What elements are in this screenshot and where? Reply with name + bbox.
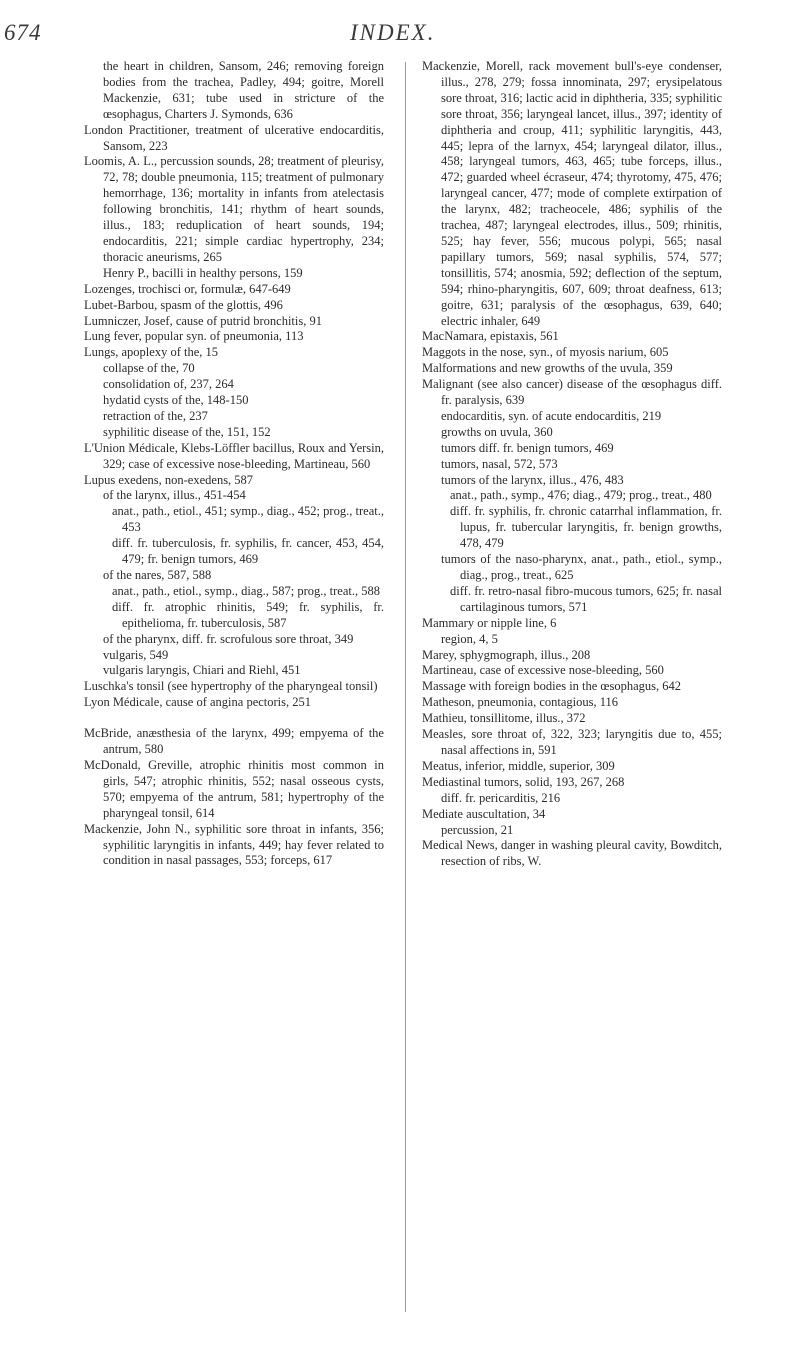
index-entry: Mackenzie, John N., syphilitic sore throat in infants, 356; syphilitic laryngitis in infants, 449; hay fever related to condition in nasal passages, 553; forceps, 617: [84, 821, 384, 868]
index-entry: Luschka's tonsil (see hypertrophy of the pharyngeal tonsil): [84, 679, 378, 694]
index-entry: Mackenzie, Morell, rack movement bull's-eye condenser, illus., 278, 279; fossa innominata, 297; erysipelatous sore throat, 316; lactic acid in diphtheria, 335; syphilitic sore throat, 356; laryngeal lancet, illus., 397; identity of diphtheria and croup, 411; syphilitic laryngitis, 443, 445; lepra of the larnyx, 454; laryngeal dilator, illus., 458; laryngeal tumors, 463, 465; tube forceps, illus., 472; guarded wheel écraseur, 474; thyrotomy, 475, 476; laryngeal cancer, 477; mode of complete extirpation of the larynx, 482; tracheocele, 486; syphilis of the trachea, 487; laryngeal electrodes, illus., 509; rhinitis, 525; hay fever, 556; mucous polypi, 565; nasal papillary tumors, 569; nasal syphilis, 574, 577; tonsillitis, 574; anosmia, 592; deflection of the septum, 594; rhino-pharyngitis, 607, 609; throat deafness, 613; goitre, 631; paralysis of the œsophagus, 639, 640; electric inhaler, 649: [422, 59, 722, 328]
index-entry: of the larynx, illus., 451-454: [103, 488, 246, 503]
index-entry: Lyon Médicale, cause of angina pectoris, 251: [84, 695, 312, 710]
index-entry: Mathieu, tonsillitome, illus., 372: [422, 711, 586, 726]
index-entry: Mediastinal tumors, solid, 193, 267, 268: [422, 774, 625, 789]
index-entry: anat., path., etiol., symp., diag., 587; prog., treat., 588: [112, 583, 381, 598]
index-entry: of the pharynx, diff. fr. scrofulous sore throat, 349: [103, 631, 354, 646]
index-entry: syphilitic disease of the, 151, 152: [103, 424, 271, 439]
index-entry: Massage with foreign bodies in the œsophagus, 642: [422, 679, 681, 694]
index-entry: vulgaris, 549: [103, 647, 169, 662]
index-entry: retraction of the, 237: [103, 408, 208, 423]
index-entry: Meatus, inferior, middle, superior, 309: [422, 758, 615, 773]
index-entry: collapse of the, 70: [103, 361, 195, 376]
index-entry: MacNamara, epistaxis, 561: [422, 329, 559, 344]
index-entry: consolidation of, 237, 264: [103, 377, 234, 392]
index-entry: Loomis, A. L., percussion sounds, 28; treatment of pleurisy, 72, 78; double pneumonia, 115; treatment of pulmonary hemorrhage, 136; mortality in infants from atelectasis following bronchitis, 141; rhythm of heart sounds, illus., 183; reduplication of heart sounds, 194; endocarditis, 221; simple cardiac hypertrophy, 234; thoracic aneurisms, 265: [84, 154, 384, 264]
index-entry: Lupus exedens, non-exedens, 587: [84, 472, 254, 487]
index-entry: growths on uvula, 360: [441, 424, 553, 439]
index-entry: diff. fr. atrophic rhinitis, 549; fr. syphilis, fr. epithelioma, fr. tuberculosis, 587: [112, 599, 384, 630]
index-entry: diff. fr. tuberculosis, fr. syphilis, fr. cancer, 453, 454, 479; fr. benign tumors, 469: [112, 536, 384, 567]
index-entry: Malignant (see also cancer) disease of the œsophagus diff. fr. paralysis, 639: [422, 377, 722, 408]
index-entry: anat., path., etiol., 451; symp., diag., 452; prog., treat., 453: [112, 504, 384, 535]
index-entry: tumors diff. fr. benign tumors, 469: [441, 440, 614, 455]
index-entry: Mammary or nipple line, 6: [422, 615, 557, 630]
index-entry: McDonald, Greville, atrophic rhinitis most common in girls, 547; atrophic rhinitis, 552; nasal osseous cysts, 570; empyema of the antrum, 581; hypertrophy of the pharyngeal tonsil, 614: [84, 757, 384, 820]
index-entry: tumors of the naso-pharynx, anat., path., etiol., symp., diag., prog., treat., 625: [441, 552, 722, 582]
index-entry: Medical News, danger in washing pleural cavity, Bowditch, resection of ribs, W.: [422, 838, 722, 869]
index-entry: percussion, 21: [441, 822, 514, 837]
index-entry: endocarditis, syn. of acute endocarditis, 219: [441, 408, 662, 423]
index-entry: L'Union Médicale, Klebs-Löffler bacillus, Roux and Yersin, 329; case of excessive nose-bleeding, Martineau, 560: [84, 440, 384, 471]
index-entry: anat., path., symp., 476; diag., 479; prog., treat., 480: [450, 488, 712, 503]
index-entry: London Practitioner, treatment of ulcerative endocarditis, Sansom, 223: [84, 122, 384, 153]
index-entry: region, 4, 5: [441, 631, 498, 646]
index-entry: Measles, sore throat of, 322, 323; laryngitis due to, 455; nasal affections in, 591: [422, 727, 722, 757]
index-entry: hydatid cysts of the, 148-150: [103, 393, 249, 408]
index-entry: Lumniczer, Josef, cause of putrid bronchitis, 91: [84, 313, 322, 328]
index-entry: vulgaris laryngis, Chiari and Riehl, 451: [103, 663, 301, 678]
index-entry: Martineau, case of excessive nose-bleeding, 560: [422, 663, 664, 678]
index-entry: McBride, anæsthesia of the larynx, 499; empyema of the antrum, 580: [84, 726, 384, 757]
column-divider: [405, 62, 406, 1312]
running-title: INDEX.: [350, 20, 436, 45]
page-number: 674: [4, 20, 42, 45]
page-header: [0, 0, 800, 50]
index-entry: diff. fr. syphilis, fr. chronic catarrhal inflammation, fr. lupus, fr. tubercular laryngitis, fr. benign growths, 478, 479: [450, 504, 722, 551]
index-entry: Malformations and new growths of the uvula, 359: [422, 361, 673, 376]
index-column-left: [84, 59, 384, 869]
index-entry: Matheson, pneumonia, contagious, 116: [422, 695, 619, 710]
index-entry: tumors of the larynx, illus., 476, 483: [441, 472, 624, 487]
index-entry: Lung fever, popular syn. of pneumonia, 113: [84, 329, 304, 344]
index-entry: Marey, sphygmograph, illus., 208: [422, 647, 591, 662]
index-entry: Henry P., bacilli in healthy persons, 159: [103, 265, 303, 280]
index-entry: diff. fr. retro-nasal fibro-mucous tumors, 625; fr. nasal cartilaginous tumors, 571: [450, 583, 722, 614]
index-entry: Lungs, apoplexy of the, 15: [84, 345, 219, 360]
index-entry: Lubet-Barbou, spasm of the glottis, 496: [84, 297, 283, 312]
index-entry: of the nares, 587, 588: [103, 568, 212, 582]
index-column-right: [422, 59, 722, 870]
index-entry: the heart in children, Sansom, 246; removing foreign bodies from the trachea, Padley, 494; goitre, Morell Mackenzie, 631; tube used in stricture of the œsophagus, Charters J. Symonds, 636: [103, 59, 384, 121]
index-entry: Mediate auscultation, 34: [422, 806, 546, 821]
index-entry: Maggots in the nose, syn., of myosis narium, 605: [422, 345, 669, 360]
index-entry: diff. fr. pericarditis, 216: [441, 790, 561, 805]
index-entry: Lozenges, trochisci or, formulæ, 647-649: [84, 281, 291, 296]
index-entry: tumors, nasal, 572, 573: [441, 456, 558, 471]
